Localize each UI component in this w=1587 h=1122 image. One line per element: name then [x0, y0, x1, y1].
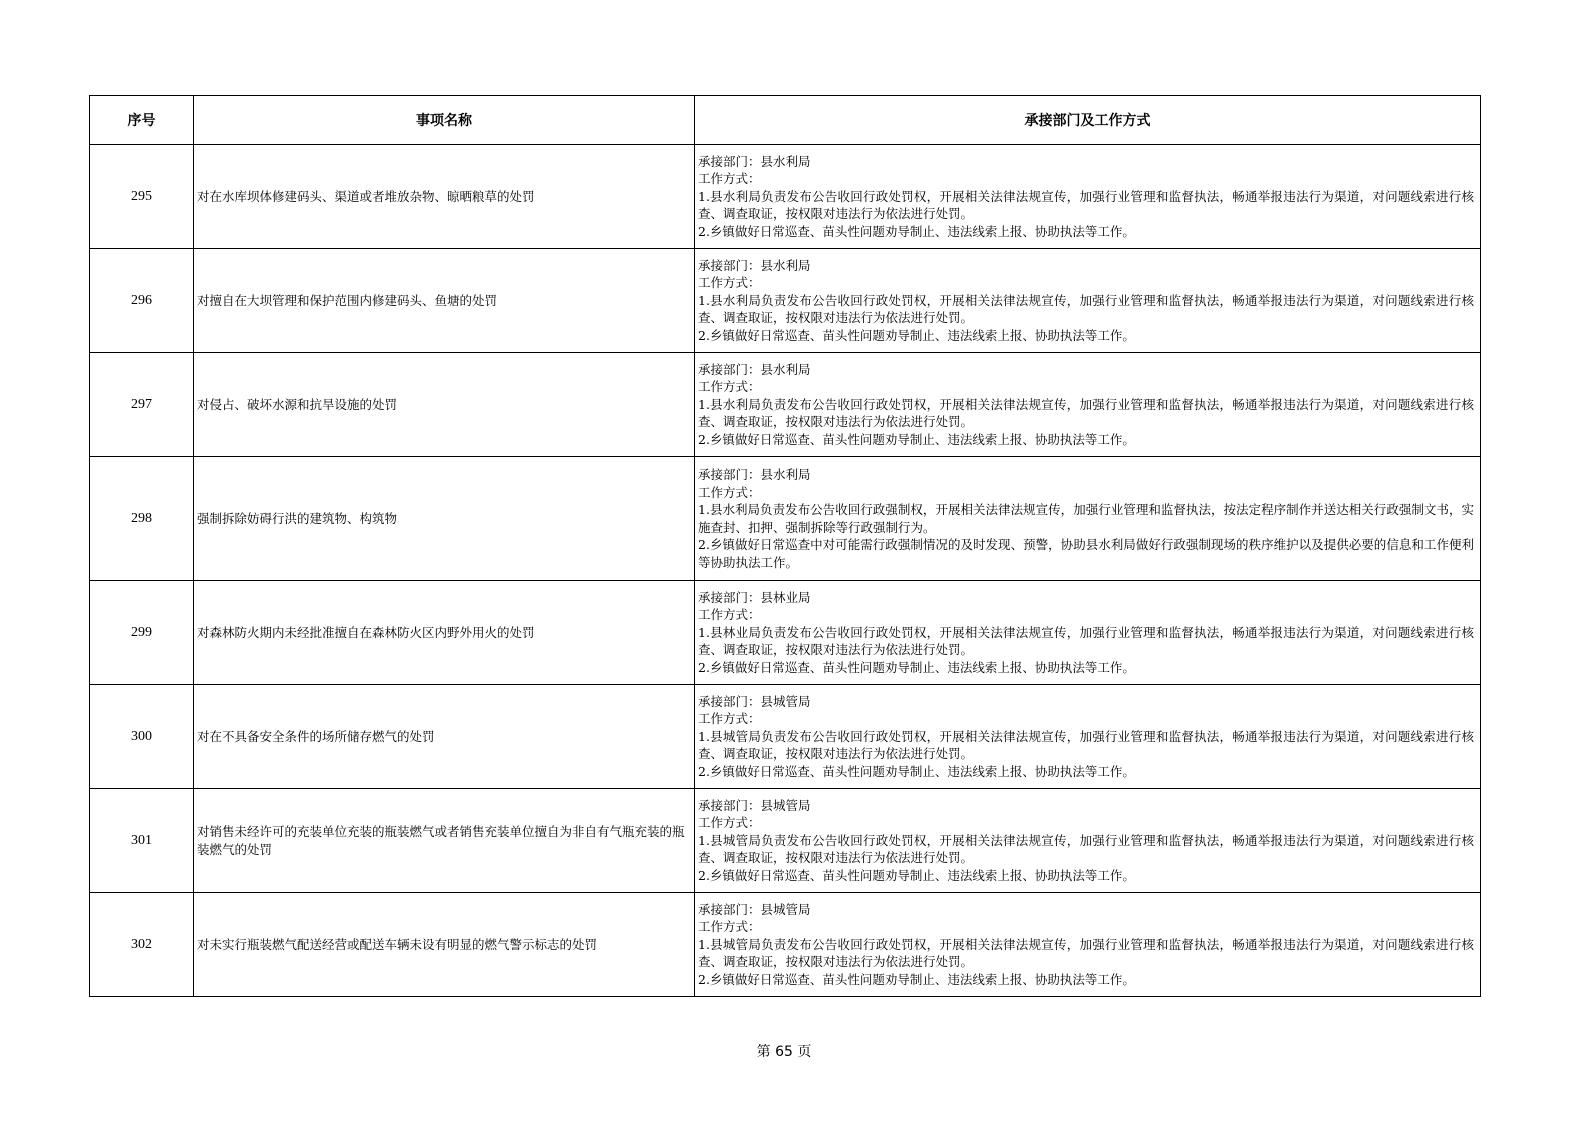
row-department-method [695, 353, 1481, 457]
method-label: 工作方式： [698, 275, 761, 291]
department-line: 承接部门：县城管局 [698, 901, 811, 917]
header-department-method: 承接部门及工作方式 [695, 96, 1481, 145]
row-serial-number: 295 [90, 145, 194, 249]
row-item-name: 对森林防火期内未经批准擅自在森林防火区内野外用火的处罚 [194, 581, 695, 685]
header-item-name: 事项名称 [194, 96, 695, 145]
table-header-row [90, 96, 1481, 145]
method-step-2: 2.乡镇做好日常巡查、苗头性问题劝导制止、违法线索上报、协助执法等工作。 [698, 867, 1135, 883]
row-item-name: 对在不具备安全条件的场所储存燃气的处罚 [194, 685, 695, 789]
department-line: 承接部门：县水利局 [698, 153, 811, 169]
method-step-1: 1.县城管局负责发布公告收回行政处罚权，开展相关法律法规宣传，加强行业管理和监督执法，畅通举报违法行为渠道，对问题线索进行核查、调查取证，按权限对违法行为依法进行处罚。 [698, 728, 1474, 762]
table-row [90, 145, 1481, 249]
row-serial-number: 299 [90, 581, 194, 685]
row-department-method [695, 685, 1481, 789]
method-step-1: 1.县水利局负责发布公告收回行政处罚权，开展相关法律法规宣传，加强行业管理和监督执法，畅通举报违法行为渠道，对问题线索进行核查、调查取证，按权限对违法行为依法进行处罚。 [698, 292, 1474, 326]
department-line: 承接部门：县水利局 [698, 467, 811, 482]
page-number: 第 65 页 [756, 1044, 812, 1060]
table-row [90, 893, 1481, 997]
row-item-name: 强制拆除妨碍行洪的建筑物、构筑物 [194, 457, 695, 581]
method-label: 工作方式： [698, 607, 761, 623]
method-step-2: 2.乡镇做好日常巡查、苗头性问题劝导制止、违法线索上报、协助执法等工作。 [698, 659, 1135, 675]
method-label: 工作方式： [698, 379, 761, 395]
table-row [90, 353, 1481, 457]
method-step-1: 1.县城管局负责发布公告收回行政处罚权，开展相关法律法规宣传，加强行业管理和监督执法，畅通举报违法行为渠道，对问题线索进行核查、调查取证，按权限对违法行为依法进行处罚。 [698, 832, 1474, 866]
row-department-method [695, 789, 1481, 893]
row-department-method [695, 457, 1481, 581]
department-line: 承接部门：县水利局 [698, 257, 811, 273]
row-serial-number: 298 [90, 457, 194, 581]
method-step-1: 1.县城管局负责发布公告收回行政处罚权，开展相关法律法规宣传，加强行业管理和监督执法，畅通举报违法行为渠道，对问题线索进行核查、调查取证，按权限对违法行为依法进行处罚。 [698, 936, 1474, 970]
method-step-2: 2.乡镇做好日常巡查、苗头性问题劝导制止、违法线索上报、协助执法等工作。 [698, 431, 1135, 447]
method-step-2: 2.乡镇做好日常巡查、苗头性问题劝导制止、违法线索上报、协助执法等工作。 [698, 763, 1135, 779]
method-step-2: 2.乡镇做好日常巡查、苗头性问题劝导制止、违法线索上报、协助执法等工作。 [698, 223, 1135, 239]
header-serial-number: 序号 [90, 96, 194, 145]
department-line: 承接部门：县林业局 [698, 589, 811, 605]
table-row [90, 581, 1481, 685]
row-serial-number: 301 [90, 789, 194, 893]
method-step-1: 1.县水利局负责发布公告收回行政强制权，开展相关法律法规宣传，加强行业管理和监督执法，按法定程序制作并送达相关行政强制文书，实施查封、扣押、强制拆除等行政强制行为。 [698, 502, 1474, 535]
method-step-2: 2.乡镇做好日常巡查中对可能需行政强制情况的及时发现、预警，协助县水利局做好行政强制现场的秩序维护以及提供必要的信息和工作便利等协助执法工作。 [698, 537, 1474, 570]
row-serial-number: 302 [90, 893, 194, 997]
row-item-name: 对擅自在大坝管理和保护范围内修建码头、鱼塘的处罚 [194, 249, 695, 353]
row-department-method [695, 581, 1481, 685]
table-row [90, 457, 1481, 581]
method-step-2: 2.乡镇做好日常巡查、苗头性问题劝导制止、违法线索上报、协助执法等工作。 [698, 971, 1135, 987]
row-department-method [695, 249, 1481, 353]
method-step-2: 2.乡镇做好日常巡查、苗头性问题劝导制止、违法线索上报、协助执法等工作。 [698, 327, 1135, 343]
row-serial-number: 296 [90, 249, 194, 353]
method-label: 工作方式： [698, 919, 761, 935]
department-line: 承接部门：县水利局 [698, 361, 811, 377]
department-line: 承接部门：县城管局 [698, 797, 811, 813]
table-row [90, 789, 1481, 893]
row-department-method [695, 145, 1481, 249]
row-serial-number: 297 [90, 353, 194, 457]
department-line: 承接部门：县城管局 [698, 693, 811, 709]
row-item-name: 对销售未经许可的充装单位充装的瓶装燃气或者销售充装单位擅自为非自有气瓶充装的瓶装燃气的处罚 [194, 789, 695, 893]
method-step-1: 1.县林业局负责发布公告收回行政处罚权，开展相关法律法规宣传，加强行业管理和监督执法，畅通举报违法行为渠道，对问题线索进行核查、调查取证，按权限对违法行为依法进行处罚。 [698, 624, 1474, 658]
method-label: 工作方式： [698, 484, 761, 500]
table-row [90, 249, 1481, 353]
method-label: 工作方式： [698, 711, 761, 727]
items-table [89, 95, 1481, 997]
row-item-name: 对未实行瓶装燃气配送经营或配送车辆未设有明显的燃气警示标志的处罚 [194, 893, 695, 997]
method-step-1: 1.县水利局负责发布公告收回行政处罚权，开展相关法律法规宣传，加强行业管理和监督执法，畅通举报违法行为渠道，对问题线索进行核查、调查取证，按权限对违法行为依法进行处罚。 [698, 396, 1474, 430]
method-label: 工作方式： [698, 171, 761, 187]
row-serial-number: 300 [90, 685, 194, 789]
row-department-method [695, 893, 1481, 997]
table-row [90, 685, 1481, 789]
row-item-name: 对在水库坝体修建码头、渠道或者堆放杂物、晾晒粮草的处罚 [194, 145, 695, 249]
method-label: 工作方式： [698, 815, 761, 831]
row-item-name: 对侵占、破坏水源和抗旱设施的处罚 [194, 353, 695, 457]
method-step-1: 1.县水利局负责发布公告收回行政处罚权，开展相关法律法规宣传，加强行业管理和监督执法，畅通举报违法行为渠道，对问题线索进行核查、调查取证，按权限对违法行为依法进行处罚。 [698, 188, 1474, 222]
